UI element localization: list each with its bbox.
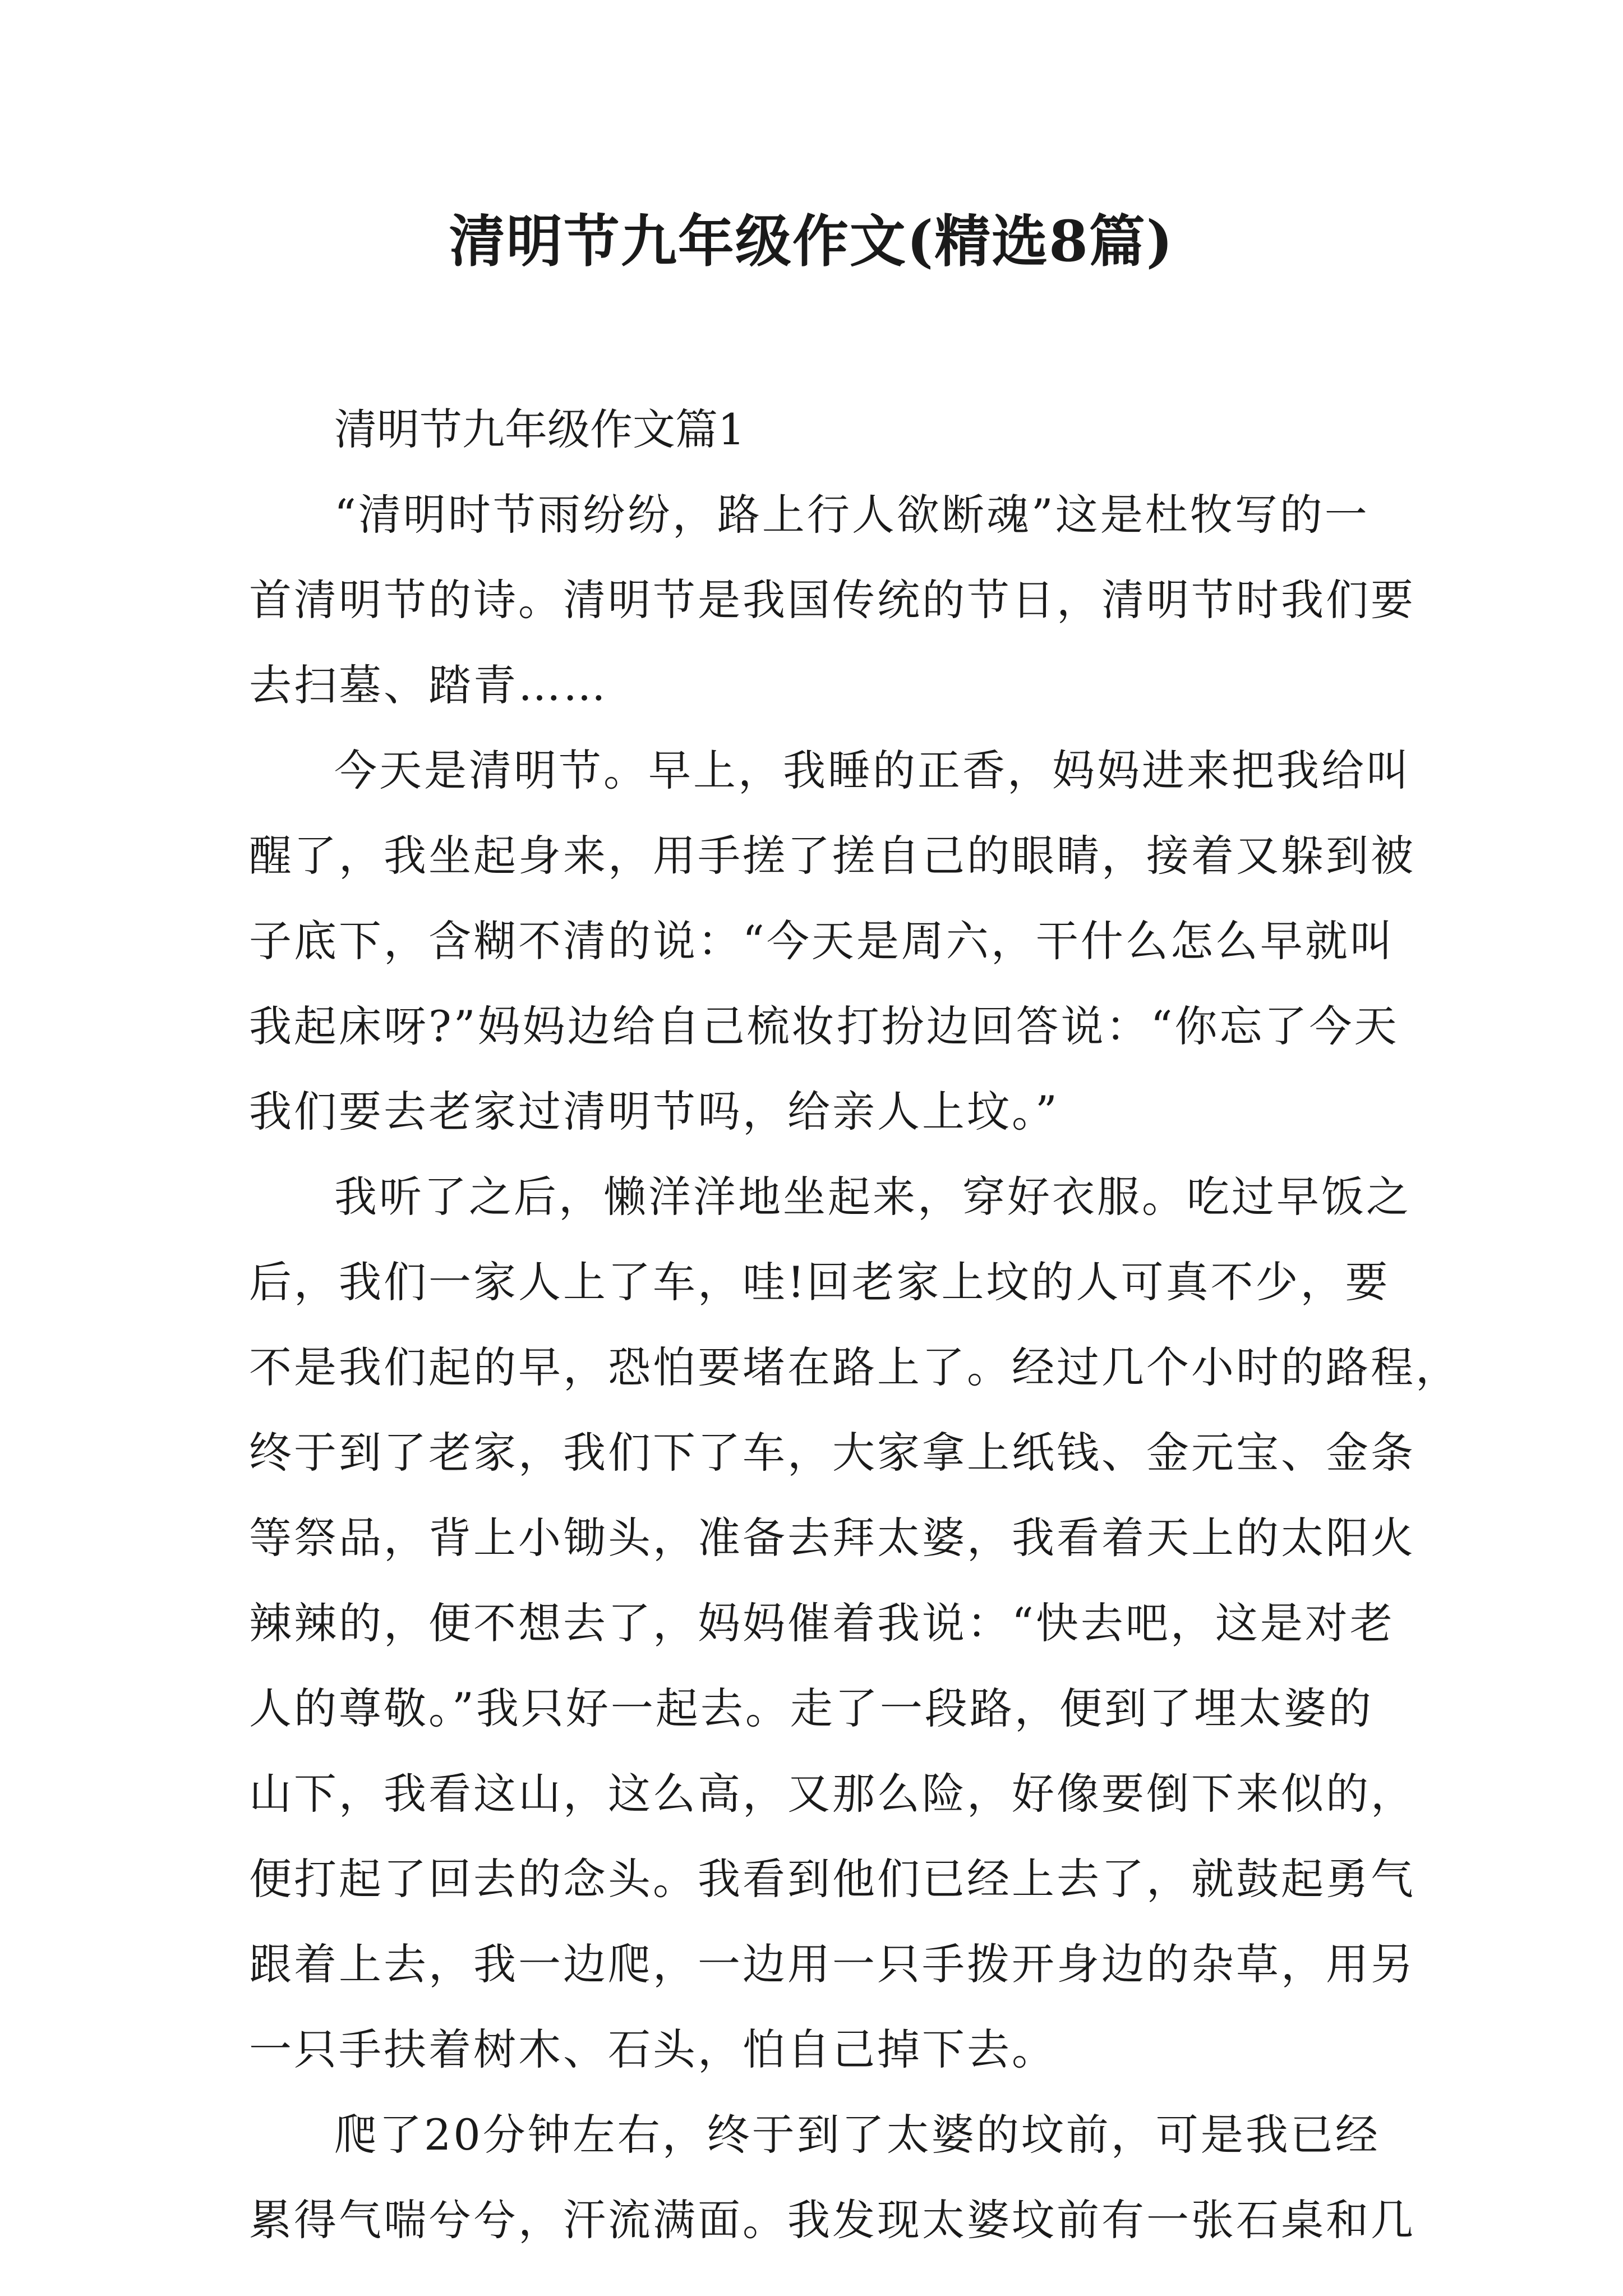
paragraph-line: 醒了，我坐起身来，用手搓了搓自己的眼睛，接着又躲到被	[249, 831, 1415, 881]
paragraph-line: 首清明节的诗。清明节是我国传统的节日，清明节时我们要	[249, 575, 1415, 625]
paragraph-line: 便打起了回去的念头。我看到他们已经上去了，就鼓起勇气	[249, 1854, 1415, 1904]
document-body	[249, 387, 1460, 2263]
paragraph-line: 我听了之后，懒洋洋地坐起来，穿好衣服。吃过早饭之	[334, 1172, 1411, 1222]
paragraph-line: 子底下，含糊不清的说：“今天是周六，干什么怎么早就叫	[249, 916, 1395, 966]
section-heading: 清明节九年级作文篇1	[334, 404, 745, 454]
paragraph-line: 山下，我看这山，这么高，又那么险，好像要倒下来似的，	[249, 1769, 1415, 1819]
paragraph-line: 我们要去老家过清明节吗，给亲人上坟。”	[249, 1087, 1059, 1137]
paragraph-line: 去扫墓、踏青……	[249, 660, 608, 710]
paragraph-line: 跟着上去，我一边爬，一边用一只手拨开身边的杂草，用另	[249, 1939, 1415, 1989]
paragraph-line: 等祭品，背上小锄头，准备去拜太婆，我看着天上的太阳火	[249, 1513, 1415, 1563]
paragraph-line: 终于到了老家，我们下了车，大家拿上纸钱、金元宝、金条	[249, 1428, 1415, 1478]
paragraph-4	[249, 2092, 1415, 2263]
paragraph-line: 后，我们一家人上了车，哇!回老家上坟的人可真不少，要	[249, 1257, 1390, 1307]
paragraph-line: 累得气喘兮兮，汗流满面。我发现太婆坟前有一张石桌和几	[249, 2195, 1415, 2245]
paragraph-line: 一只手扶着树木、石头，怕自己掉下去。	[249, 2024, 1057, 2074]
paragraph-line: 辣辣的，便不想去了，妈妈催着我说：“快去吧，这是对老	[249, 1598, 1395, 1648]
paragraph-line: 我起床呀?”妈妈边给自己梳妆打扮边回答说：“你忘了今天	[249, 1001, 1399, 1051]
paragraph-line: 人的尊敬。”我只好一起去。走了一段路，便到了埋太婆的	[249, 1683, 1373, 1733]
paragraph-line: 今天是清明节。早上，我睡的正香，妈妈进来把我给叫	[334, 746, 1411, 795]
paragraph-line: “清明时节雨纷纷，路上行人欲断魂”这是杜牧写的一	[334, 490, 1370, 540]
paragraph-1	[249, 472, 1415, 728]
paragraph-2	[249, 728, 1415, 1154]
paragraph-line: 不是我们起的早，恐怕要堵在路上了。经过几个小时的路程，	[249, 1342, 1460, 1392]
paragraph-3	[249, 1154, 1460, 2092]
paragraph-line: 爬了20分钟左右，终于到了太婆的坟前，可是我已经	[334, 2110, 1380, 2160]
document-title: 清明节九年级作文(精选8篇)	[449, 208, 1174, 274]
